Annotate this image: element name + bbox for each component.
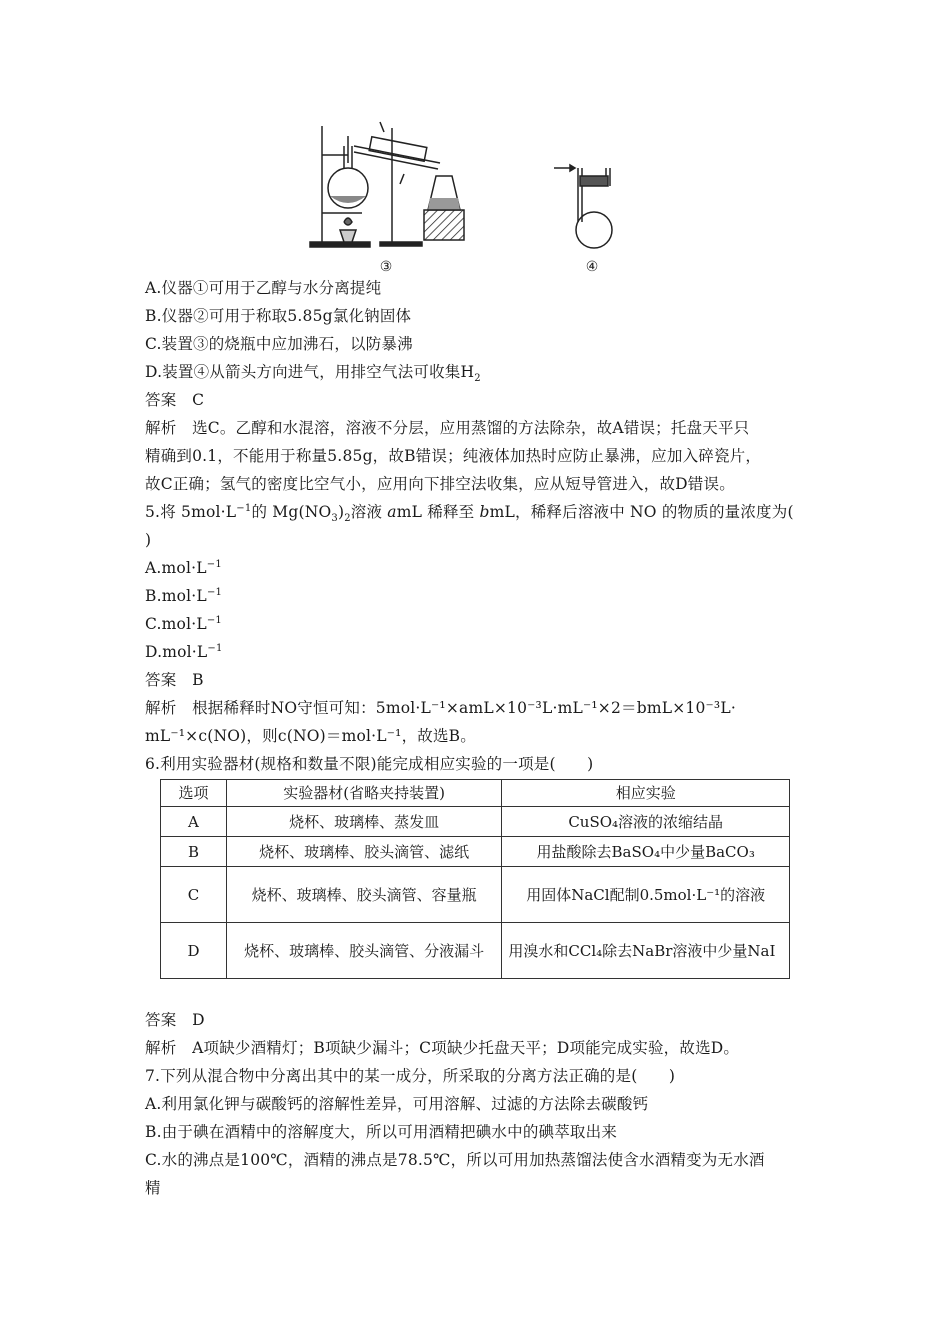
q5-stem: 5.将 $5mol\cdot L^{-1}$的 $Mg(NO_3)_2$溶液 amL 稀释至 bmL，稀释后溶液中 NO 的物质的量浓度为( <box>145 502 794 525</box>
q6-answer: 答案 D <box>145 1011 205 1029</box>
table-cell: 烧杯、玻璃棒、蒸发皿 <box>226 807 501 837</box>
q7-option-a: A.利用氯化钾与碳酸钙的溶解性差异，可用溶解、过滤的方法除去碳酸钙 <box>145 1095 649 1113</box>
q5-option-d: $D.mol\cdot L^{-1}$ <box>145 642 223 661</box>
table-cell: 烧杯、玻璃棒、胶头滴管、容量瓶 <box>226 867 501 923</box>
table-row <box>161 807 790 837</box>
table-row <box>161 837 790 867</box>
table-row <box>161 867 790 923</box>
q6-options-table <box>160 779 790 979</box>
table-cell: 用固体NaCl配制0.5mol·L⁻¹的溶液 <box>502 867 790 923</box>
q6-stem: 6.利用实验器材(规格和数量不限)能完成相应实验的一项是( ) <box>145 755 594 773</box>
q4-analysis-line2: 精确到0.1，不能用于称量5.85g，故B错误；纯液体加热时应防止暴沸，应加入碎瓷片， <box>145 447 762 465</box>
q4-option-a: A.仪器①可用于乙醇与水分离提纯 <box>145 279 382 297</box>
table-header: 相应实验 <box>502 780 790 807</box>
q5-option-a: $A.mol\cdot L^{-1}$ <box>145 558 222 577</box>
q5-answer: 答案 B <box>145 671 204 689</box>
apparatus-figure <box>300 118 640 278</box>
q5-stem-line2: ) <box>145 531 152 549</box>
table-cell: 烧杯、玻璃棒、胶头滴管、分液漏斗 <box>226 923 501 979</box>
figure-label-4: ④ <box>585 259 599 275</box>
q5-analysis-line1: 解析 根据稀释时NO守恒可知：5mol·L⁻¹×amL×10⁻³L·mL⁻¹×2＝bmL×10⁻³L· <box>145 699 736 717</box>
q6-analysis: 解析 A项缺少酒精灯；B项缺少漏斗；C项缺少托盘天平；D项能完成实验，故选D。 <box>145 1039 740 1057</box>
q7-option-b: B.由于碘在酒精中的溶解度大，所以可用酒精把碘水中的碘萃取出来 <box>145 1123 618 1141</box>
table-cell: 用盐酸除去BaSO₄中少量BaCO₃ <box>502 837 790 867</box>
q7-option-c-line1: C.水的沸点是100℃，酒精的沸点是78.5℃，所以可用加热蒸馏法使含水酒精变为无水酒 <box>145 1151 765 1169</box>
table-cell: A <box>161 807 227 837</box>
table-cell: 烧杯、玻璃棒、胶头滴管、滤纸 <box>226 837 501 867</box>
table-cell: C <box>161 867 227 923</box>
figure-label-3: ③ <box>379 259 393 275</box>
table-header-row <box>161 780 790 807</box>
q4-answer: 答案 C <box>145 391 205 409</box>
q5-option-b: $B.mol\cdot L^{-1}$ <box>145 586 223 605</box>
distillation-apparatus-3 <box>310 122 464 247</box>
table-header: 选项 <box>161 780 227 807</box>
table-cell: 用溴水和CCl₄除去NaBr溶液中少量NaI <box>502 923 790 979</box>
q5-option-c: $C.mol\cdot L^{-1}$ <box>145 614 222 633</box>
table-cell: B <box>161 837 227 867</box>
table-header: 实验器材(省略夹持装置) <box>226 780 501 807</box>
q5-analysis-line2: mL⁻¹×c(NO)，则c(NO)＝mol·L⁻¹，故选B。 <box>145 727 476 745</box>
q4-analysis-line1: 解析 选C。乙醇和水混溶，溶液不分层，应用蒸馏的方法除杂，故A错误；托盘天平只 <box>145 419 750 437</box>
q7-stem: 7.下列从混合物中分离出其中的某一成分，所采取的分离方法正确的是( ) <box>145 1067 676 1085</box>
table-cell: D <box>161 923 227 979</box>
q4-option-b: B.仪器②可用于称取5.85g氯化钠固体 <box>145 307 412 325</box>
q4-analysis-line3: 故C正确；氢气的密度比空气小，应用向下排空法收集，应从短导管进入，故D错误。 <box>145 475 735 493</box>
table-row <box>161 923 790 979</box>
q7-option-c-line2: 精 <box>145 1179 161 1197</box>
q4-option-c: C.装置③的烧瓶中应加沸石，以防暴沸 <box>145 335 413 353</box>
q4-option-d: D.装置④从箭头方向进气，用排空气法可收集$H_2$ <box>145 363 481 385</box>
gas-collection-flask-4 <box>554 165 612 248</box>
table-cell: CuSO₄溶液的浓缩结晶 <box>502 807 790 837</box>
